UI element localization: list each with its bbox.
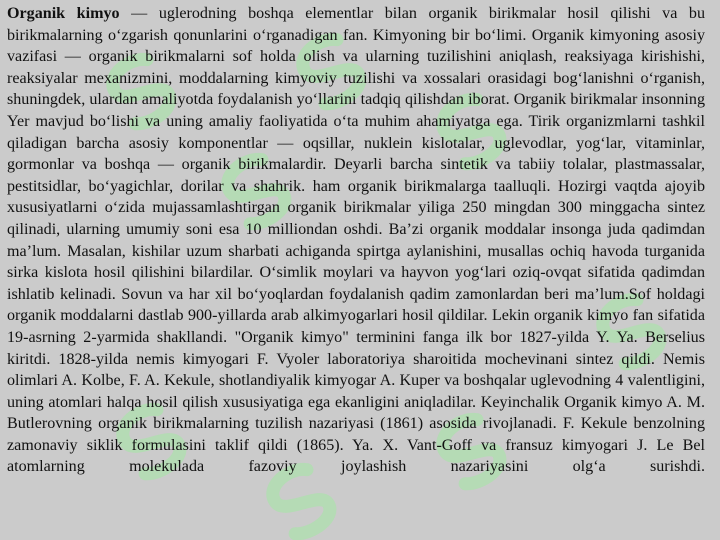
article-term: Organik kimyo xyxy=(7,5,120,22)
article-paragraph xyxy=(7,3,705,478)
article-body: — uglerodning boshqa elementlar bilan organik birikmalar hosil qilishi va bu birikmalarning o‘zgarish qonunlarini o‘rganadigan fan. Kimyoning bir bo‘limi. Organik kimyoning asosiy vazifasi — organik birikmalarni sof holda olish va ularning tuzilishini aniqlash, reaksiyaga kirishishi, reaksiyalar mexanizmini, moddalarning kimyoviy tuzilishi va xossalari orasidagi bog‘lanishni o‘rganish, shuningdek, ulardan amaliyotda foydalanish yo‘llarini tadqiq qilishdan iborat. Organik birikmalar insonning Yer mavjud bo‘lishi va uning amaliy faoliyatida o‘ta muhim ahamiyatga ega. Tirik organizmlarni tashkil qiladigan barcha asosiy komponentlar — oqsillar, nuklein kislotalar, uglevodlar, yog‘lar, vitaminlar, gormonlar va boshqa — organik birikmalardir. Deyarli barcha sintetik va tabiiy tolalar, plastmassalar, pestitsidlar, bo‘yagichlar, dorilar va shahrik. ham organik birikmalarga taalluqli. Hozirgi vaqtda ajoyib xususiyatlarni o‘zida mujassamlashtirgan organik birikmalar yiliga 250 mingdan 300 minggacha sintez qilinadi, ularning umumiy soni esa 10 milliondan oshdi. Ba’zi organik moddalar insonga juda qadimdan ma’lum. Masalan, kishilar uzum sharbati achiganda spirtga aylanishini, musallas ochiq havoda turganida sirka kislota hosil qilishini bilardilar. O‘simlik moylari va hayvon yog‘lari oziq-ovqat sifatida qadimdan ishlatib kelinadi. Sovun va har xil bo‘yoqlardan foydalanish qadim zamonlardan beri ma’lum.Sof holdagi organik moddalarni dastlab 900-yillarda arab alkimyogarlari hosil qildilar. Lekin organik kimyo fan sifatida 19-asrning 2-yarmida shakllandi. "Organik kimyo" terminini fanga ilk bor 1827-yilda Y. Ya. Berselius kiritdi. 1828-yilda nemis kimyogari F. Vyoler laboratoriya sharoitida mochevinani sintez qildi. Nemis olimlari A. Kolbe, F. A. Kekule, shotlandiyalik kimyogar A. Kuper va boshqalar uglevodning 4 valentligini, uning atomlari halqa hosil qilish xususiyatiga ega ekanligini aniqladilar. Keyinchalik Organik kimyo A. M. Butlerovning organik birikmalarning tuzilish nazariyasi (1861) asosida rivojlanadi. F. Kekule benzolning zamonaviy siklik formulasini taklif qildi (1865). Ya. X. Vant-Goff va fransuz kimyogari J. Le Bel atomlarning molekulada fazoviy joylashish nazariyasini olg‘a surishdi. xyxy=(7,5,705,476)
